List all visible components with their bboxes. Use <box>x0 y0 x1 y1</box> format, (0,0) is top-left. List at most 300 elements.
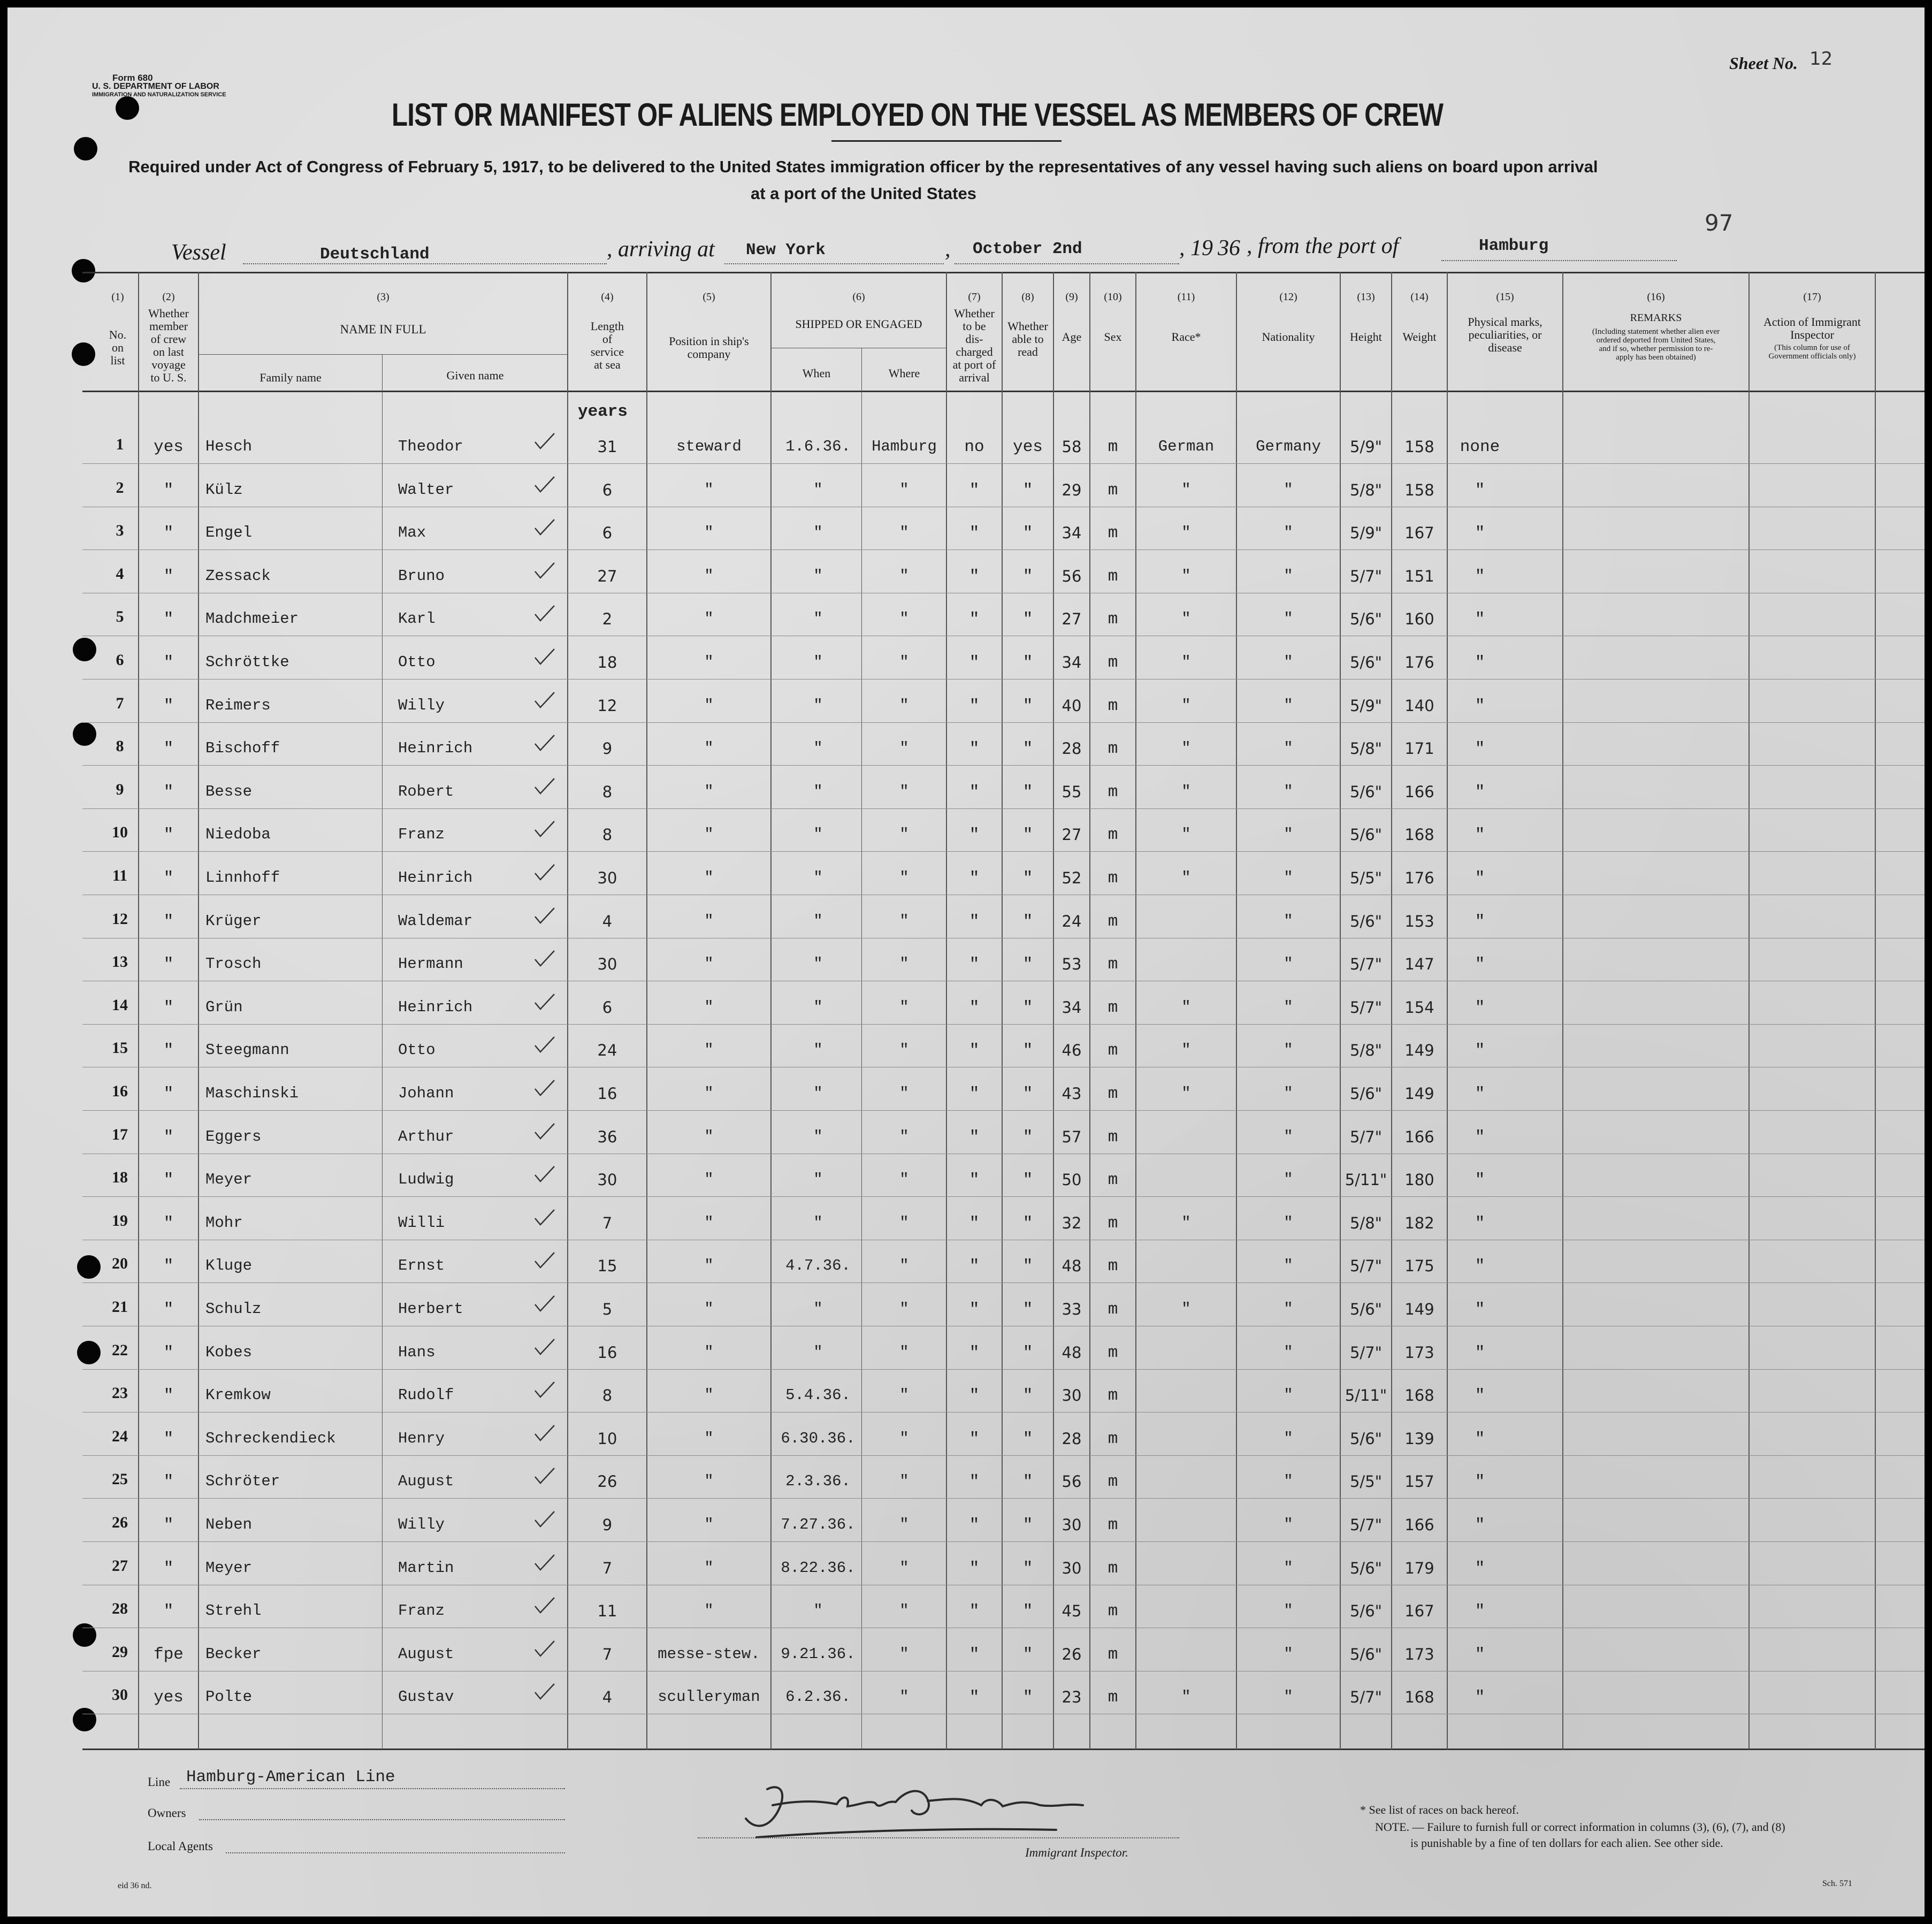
physical-marks-cell: " <box>1475 653 1485 672</box>
check-mark-icon <box>534 1381 555 1399</box>
family-name-cell: Meyer <box>205 1171 253 1188</box>
age-cell: 56 <box>1062 1472 1082 1491</box>
age-cell: 23 <box>1062 1688 1082 1706</box>
port-line <box>1441 260 1677 261</box>
height-cell: 5/6" <box>1349 1430 1382 1448</box>
crew-member-cell: " <box>163 653 174 672</box>
arrival-year: 36 <box>1218 236 1240 261</box>
shipped-where-cell: " <box>899 1602 909 1620</box>
nationality-cell: " <box>1284 1041 1293 1059</box>
race-cell: " <box>1181 1041 1191 1059</box>
weight-cell: 158 <box>1404 481 1434 499</box>
row-number: 28 <box>112 1600 128 1617</box>
punch-hole <box>73 722 96 746</box>
row-number: 27 <box>112 1557 128 1575</box>
weight-cell: 140 <box>1404 697 1434 715</box>
age-cell: 52 <box>1062 869 1082 887</box>
shipped-when-cell: " <box>813 1171 823 1188</box>
weight-cell: 176 <box>1404 869 1434 887</box>
col1-number: (1) <box>111 291 124 303</box>
row-number: 22 <box>112 1341 128 1359</box>
check-mark-icon <box>534 1251 555 1270</box>
able-to-read-cell: " <box>1022 739 1033 758</box>
sex-cell: m <box>1108 567 1118 586</box>
col7-head-4: charged <box>956 345 993 358</box>
vessel-name: Deutschland <box>320 245 430 264</box>
position-cell: " <box>704 1343 714 1361</box>
shipped-when-cell: " <box>813 1041 823 1059</box>
service-length-cell: 2 <box>602 610 613 628</box>
able-to-read-cell: " <box>1022 481 1033 500</box>
discharged-cell: " <box>969 1257 980 1276</box>
col-line <box>1748 272 1750 1750</box>
weight-cell: 168 <box>1404 826 1434 844</box>
shipped-where-cell: " <box>899 1085 909 1102</box>
given-name-cell: Ludwig <box>398 1171 454 1188</box>
crew-member-cell: " <box>163 697 174 715</box>
discharged-cell: " <box>969 567 980 586</box>
nationality-cell: Germany <box>1256 438 1321 455</box>
race-cell: German <box>1158 438 1215 455</box>
race-cell: " <box>1181 653 1191 671</box>
punch-hole <box>72 342 95 366</box>
row-number: 8 <box>116 737 124 755</box>
family-name-cell: Grün <box>205 998 243 1016</box>
shipped-where-cell: " <box>899 567 909 585</box>
remarks-note-1: (Including statement whether alien ever <box>1592 327 1720 336</box>
family-name-cell: Reimers <box>205 697 271 714</box>
position-cell: " <box>704 955 714 973</box>
col2-head-6: to U. S. <box>150 371 187 384</box>
sex-cell: m <box>1108 1645 1118 1664</box>
col6-number: (6) <box>852 291 865 303</box>
weight-cell: 175 <box>1404 1257 1434 1275</box>
table-bottom-border <box>82 1749 1925 1750</box>
shipped-where-cell: " <box>899 998 909 1016</box>
age-cell: 50 <box>1062 1171 1082 1189</box>
service-length-cell: 6 <box>602 998 613 1017</box>
row-rule <box>82 722 1925 723</box>
height-cell: 5/6" <box>1349 610 1382 628</box>
discharged-cell: " <box>969 1343 980 1362</box>
nationality-cell: " <box>1284 783 1293 800</box>
able-to-read-cell: " <box>1022 1257 1033 1276</box>
nationality-cell: " <box>1284 739 1293 757</box>
family-name-cell: Kobes <box>205 1343 253 1361</box>
discharged-cell: " <box>969 1688 980 1707</box>
col4-head-1: Length <box>590 319 624 333</box>
sex-cell: m <box>1108 1085 1118 1103</box>
discharged-cell: " <box>969 1085 980 1103</box>
weight-cell: 176 <box>1404 653 1434 671</box>
departure-port: Hamburg <box>1479 236 1549 255</box>
check-mark-icon <box>534 777 555 796</box>
check-mark-icon <box>534 1123 555 1141</box>
check-mark-icon <box>534 907 555 925</box>
check-mark-icon <box>534 734 555 752</box>
family-name-cell: Eggers <box>205 1128 262 1146</box>
family-name-cell: Kluge <box>205 1257 253 1274</box>
crew-member-cell: " <box>163 826 174 844</box>
discharged-cell: " <box>969 1041 980 1060</box>
nationality-cell: " <box>1284 869 1293 887</box>
age-cell: 46 <box>1062 1041 1082 1059</box>
col11-number: (11) <box>1177 291 1195 303</box>
service-length-cell: 30 <box>597 869 617 887</box>
sex-cell: m <box>1108 1171 1118 1189</box>
position-cell: " <box>704 1386 714 1404</box>
shipped-where-cell: " <box>899 783 909 800</box>
line-field <box>180 1788 565 1789</box>
col-line <box>1875 272 1876 1750</box>
discharged-cell: " <box>969 653 980 672</box>
service-length-cell: 12 <box>597 697 617 715</box>
check-mark-icon <box>534 562 555 580</box>
weight-cell: 153 <box>1404 912 1434 930</box>
shipped-when-cell: " <box>813 1300 823 1318</box>
check-mark-icon <box>534 1640 555 1658</box>
sex-cell: m <box>1108 1430 1118 1448</box>
row-number: 19 <box>112 1212 128 1230</box>
row-number: 20 <box>112 1255 128 1272</box>
height-head: Height <box>1350 330 1382 343</box>
position-cell: " <box>704 739 714 757</box>
height-cell: 5/5" <box>1349 1472 1382 1491</box>
sex-cell: m <box>1108 653 1118 672</box>
given-name-cell: Waldemar <box>398 912 473 930</box>
row-number: 23 <box>112 1384 128 1402</box>
position-cell: " <box>704 1472 714 1490</box>
col4-head-2: of <box>602 332 613 346</box>
age-cell: 24 <box>1062 912 1082 930</box>
col-line <box>770 272 772 1750</box>
family-name-cell: Strehl <box>205 1602 262 1620</box>
position-cell: " <box>704 567 714 585</box>
weight-cell: 168 <box>1404 1386 1434 1404</box>
discharged-cell: " <box>969 1386 980 1405</box>
age-cell: 30 <box>1062 1559 1082 1577</box>
col15-head-2: peculiarities, or <box>1468 328 1542 341</box>
physical-marks-cell: " <box>1475 1041 1485 1060</box>
height-cell: 5/7" <box>1349 1343 1382 1362</box>
service-length-cell: 27 <box>597 567 617 585</box>
col9-number: (9) <box>1065 291 1078 303</box>
row-number: 9 <box>116 781 124 798</box>
crew-member-cell: " <box>163 998 174 1017</box>
discharged-cell: " <box>969 1559 980 1578</box>
age-cell: 57 <box>1062 1128 1082 1146</box>
row-number: 14 <box>112 996 128 1014</box>
shipped-when-cell: " <box>813 739 823 757</box>
weight-cell: 180 <box>1404 1171 1434 1189</box>
age-cell: 48 <box>1062 1343 1082 1362</box>
col-line <box>1562 272 1563 1750</box>
family-name-cell: Meyer <box>205 1559 253 1577</box>
crew-member-cell: " <box>163 1602 174 1621</box>
from-port-label: , from the port of <box>1247 234 1399 258</box>
given-name-cell: Ernst <box>398 1257 445 1274</box>
service-length-cell: 31 <box>597 438 617 456</box>
family-name-cell: Mohr <box>205 1214 243 1232</box>
check-mark-icon <box>534 1079 555 1097</box>
arriving-port: New York <box>746 241 826 259</box>
family-name-cell: Bischoff <box>205 739 280 757</box>
race-cell: " <box>1181 783 1191 800</box>
discharged-cell: " <box>969 998 980 1017</box>
age-cell: 28 <box>1062 739 1082 758</box>
sex-cell: m <box>1108 610 1118 629</box>
col15-number: (15) <box>1496 291 1514 303</box>
able-to-read-cell: " <box>1022 1430 1033 1448</box>
discharged-cell: " <box>969 1516 980 1534</box>
given-name-cell: Otto <box>398 653 436 671</box>
position-cell: " <box>704 783 714 800</box>
service-length-cell: 30 <box>597 955 617 973</box>
given-name-cell: Johann <box>398 1085 454 1102</box>
col2-head-1: Whether <box>148 307 189 320</box>
physical-marks-cell: " <box>1475 1516 1485 1534</box>
service-length-cell: 24 <box>597 1041 617 1059</box>
family-name-cell: Madchmeier <box>205 610 299 628</box>
able-to-read-cell: " <box>1022 1128 1033 1147</box>
family-name-cell: Engel <box>205 524 253 541</box>
sex-cell: m <box>1108 481 1118 500</box>
service-length-cell: 11 <box>597 1602 617 1620</box>
weight-cell: 147 <box>1404 955 1434 973</box>
age-head: Age <box>1062 330 1082 343</box>
shipped-when-cell: " <box>813 697 823 714</box>
height-cell: 5/6" <box>1349 912 1382 930</box>
print-code: eid 36 nd. <box>118 1881 152 1890</box>
given-name-cell: Otto <box>398 1041 436 1059</box>
age-cell: 58 <box>1062 438 1082 456</box>
shipped-when-cell: " <box>813 481 823 499</box>
age-cell: 55 <box>1062 783 1082 801</box>
col5-head-2: company <box>687 347 731 361</box>
inspector-label: Immigrant Inspector. <box>1025 1846 1128 1859</box>
discharged-cell: " <box>969 955 980 974</box>
position-cell: " <box>704 697 714 714</box>
nationality-cell: " <box>1284 1214 1293 1232</box>
family-name-cell: Polte <box>205 1688 253 1706</box>
race-cell: " <box>1181 1085 1191 1102</box>
comma-label: , <box>945 237 951 262</box>
able-to-read-cell: " <box>1022 1343 1033 1362</box>
discharged-cell: " <box>969 826 980 844</box>
weight-cell: 139 <box>1404 1430 1434 1448</box>
sex-cell: m <box>1108 783 1118 801</box>
height-cell: 5/8" <box>1349 1214 1382 1232</box>
row-number: 26 <box>112 1514 128 1531</box>
shipped-when-cell: " <box>813 869 823 887</box>
shipped-where-cell: " <box>899 1516 909 1533</box>
crew-member-cell: " <box>163 783 174 801</box>
shipped-when-cell: 1.6.36. <box>785 438 851 455</box>
height-cell: 5/7" <box>1349 1128 1382 1146</box>
row-number: 24 <box>112 1427 128 1445</box>
vessel-label: Vessel <box>171 240 226 265</box>
discharged-cell: " <box>969 1430 980 1448</box>
shipped-where-cell: " <box>899 1214 909 1232</box>
family-name-cell: Külz <box>205 481 243 499</box>
crew-member-cell: " <box>163 955 174 974</box>
row-rule <box>82 765 1925 766</box>
given-name-cell: Karl <box>398 610 436 628</box>
col4-head-3: service <box>590 345 624 358</box>
height-cell: 5/6" <box>1349 1559 1382 1577</box>
sex-cell: m <box>1108 697 1118 715</box>
col5-number: (5) <box>702 291 715 303</box>
height-cell: 5/8" <box>1349 481 1382 499</box>
position-cell: " <box>704 1602 714 1620</box>
discharged-cell: " <box>969 869 980 888</box>
race-cell: " <box>1181 1214 1191 1232</box>
crew-member-cell: " <box>163 1559 174 1578</box>
service-length-cell: 26 <box>597 1472 617 1491</box>
position-cell: " <box>704 1214 714 1232</box>
age-cell: 56 <box>1062 567 1082 585</box>
physical-marks-cell: " <box>1475 1085 1485 1103</box>
physical-marks-cell: " <box>1475 1602 1485 1621</box>
age-cell: 27 <box>1062 610 1082 628</box>
check-mark-icon <box>534 820 555 838</box>
height-cell: 5/7" <box>1349 1516 1382 1534</box>
shipped-when-cell: 9.21.36. <box>781 1645 856 1663</box>
family-name-cell: Schreckendieck <box>205 1430 336 1447</box>
given-name-cell: Arthur <box>398 1128 454 1146</box>
shipped-where-cell: Hamburg <box>872 438 937 455</box>
sex-cell: m <box>1108 826 1118 844</box>
physical-marks-cell: " <box>1475 1430 1485 1448</box>
age-cell: 29 <box>1062 481 1082 499</box>
nationality-cell: " <box>1284 1171 1293 1188</box>
col13-number: (13) <box>1357 291 1375 303</box>
years-label: years <box>578 402 628 421</box>
sex-cell: m <box>1108 1602 1118 1621</box>
given-name-cell: Max <box>398 524 426 541</box>
nationality-cell: " <box>1284 481 1293 499</box>
weight-cell: 151 <box>1404 567 1434 585</box>
crew-member-cell: yes <box>154 1688 184 1707</box>
row-number: 3 <box>116 522 124 539</box>
able-to-read-cell: " <box>1022 697 1033 715</box>
punch-hole <box>73 1623 96 1647</box>
punch-hole <box>73 1708 96 1731</box>
discharged-cell: " <box>969 912 980 931</box>
service-length-cell: 9 <box>602 739 613 758</box>
position-cell: " <box>704 1171 714 1188</box>
height-cell: 5/6" <box>1349 1602 1382 1620</box>
given-name-cell: Franz <box>398 1602 445 1620</box>
col7-head-2: to be <box>963 319 986 333</box>
sex-cell: m <box>1108 1516 1118 1534</box>
able-to-read-cell: " <box>1022 783 1033 801</box>
height-cell: 5/7" <box>1349 1257 1382 1275</box>
row-rule <box>82 808 1925 809</box>
shipped-where-cell: " <box>899 739 909 757</box>
age-cell: 27 <box>1062 826 1082 844</box>
crew-member-cell: " <box>163 481 174 500</box>
col17-head-1: Action of Immigrant <box>1763 315 1861 329</box>
physical-marks-cell: " <box>1475 955 1485 974</box>
nationality-cell: " <box>1284 1472 1293 1490</box>
check-mark-icon <box>534 1209 555 1227</box>
row-rule <box>82 1110 1925 1111</box>
weight-cell: 154 <box>1404 998 1434 1017</box>
discharged-cell: " <box>969 1645 980 1664</box>
check-mark-icon <box>534 993 555 1011</box>
service-length-cell: 10 <box>597 1430 617 1448</box>
able-to-read-cell: " <box>1022 1688 1033 1707</box>
title-underline <box>831 140 1062 142</box>
weight-cell: 179 <box>1404 1559 1434 1577</box>
shipped-where-cell: " <box>899 1386 909 1404</box>
check-mark-icon <box>534 432 555 451</box>
physical-marks-cell: " <box>1475 567 1485 586</box>
able-to-read-cell: " <box>1022 1300 1033 1319</box>
height-cell: 5/7" <box>1349 567 1382 585</box>
header-bottom-border <box>82 391 1925 392</box>
shipped-where-cell: " <box>899 1257 909 1274</box>
discharged-cell: " <box>969 524 980 543</box>
crew-member-cell: " <box>163 524 174 543</box>
col2-head-5: voyage <box>151 358 186 371</box>
shipped-where-cell: " <box>899 1343 909 1361</box>
check-mark-icon <box>534 1295 555 1313</box>
name-subheader-line <box>199 354 567 355</box>
discharged-cell: " <box>969 1128 980 1147</box>
position-cell: " <box>704 1041 714 1059</box>
family-name-cell: Schulz <box>205 1300 262 1318</box>
col8-number: (8) <box>1021 291 1034 303</box>
able-to-read-cell: " <box>1022 653 1033 672</box>
check-mark-icon <box>534 864 555 882</box>
check-mark-icon <box>534 1683 555 1701</box>
service-length-cell: 4 <box>602 912 613 930</box>
able-to-read-cell: " <box>1022 912 1033 931</box>
col1-head-3: list <box>110 354 125 367</box>
able-to-read-cell: " <box>1022 567 1033 586</box>
given-name-cell: Heinrich <box>398 739 473 757</box>
race-cell: " <box>1181 826 1191 843</box>
line-value: Hamburg-American Line <box>186 1768 395 1786</box>
able-to-read-cell: yes <box>1013 438 1043 456</box>
shipped-where-cell: " <box>899 697 909 714</box>
subtitle-line-2: at a port of the United States <box>751 184 976 203</box>
row-rule <box>82 1541 1925 1542</box>
nationality-cell: " <box>1284 998 1293 1016</box>
physical-marks-cell: none <box>1460 438 1500 456</box>
col8-head-1: Whether <box>1007 319 1048 333</box>
age-cell: 28 <box>1062 1430 1082 1448</box>
shipped-where-cell: " <box>899 653 909 671</box>
row-rule <box>82 463 1925 464</box>
age-cell: 30 <box>1062 1386 1082 1404</box>
position-cell: " <box>704 1516 714 1533</box>
col7-head-1: Whether <box>954 307 995 320</box>
position-cell: " <box>704 1430 714 1447</box>
physical-marks-cell: " <box>1475 1472 1485 1491</box>
crew-member-cell: " <box>163 610 174 629</box>
row-number: 11 <box>112 867 128 884</box>
race-cell: " <box>1181 567 1191 585</box>
physical-marks-cell: " <box>1475 1343 1485 1362</box>
height-cell: 5/11" <box>1345 1386 1387 1404</box>
physical-marks-cell: " <box>1475 912 1485 931</box>
shipped-when-cell: " <box>813 567 823 585</box>
given-name-cell: Rudolf <box>398 1386 454 1404</box>
discharged-cell: " <box>969 481 980 500</box>
